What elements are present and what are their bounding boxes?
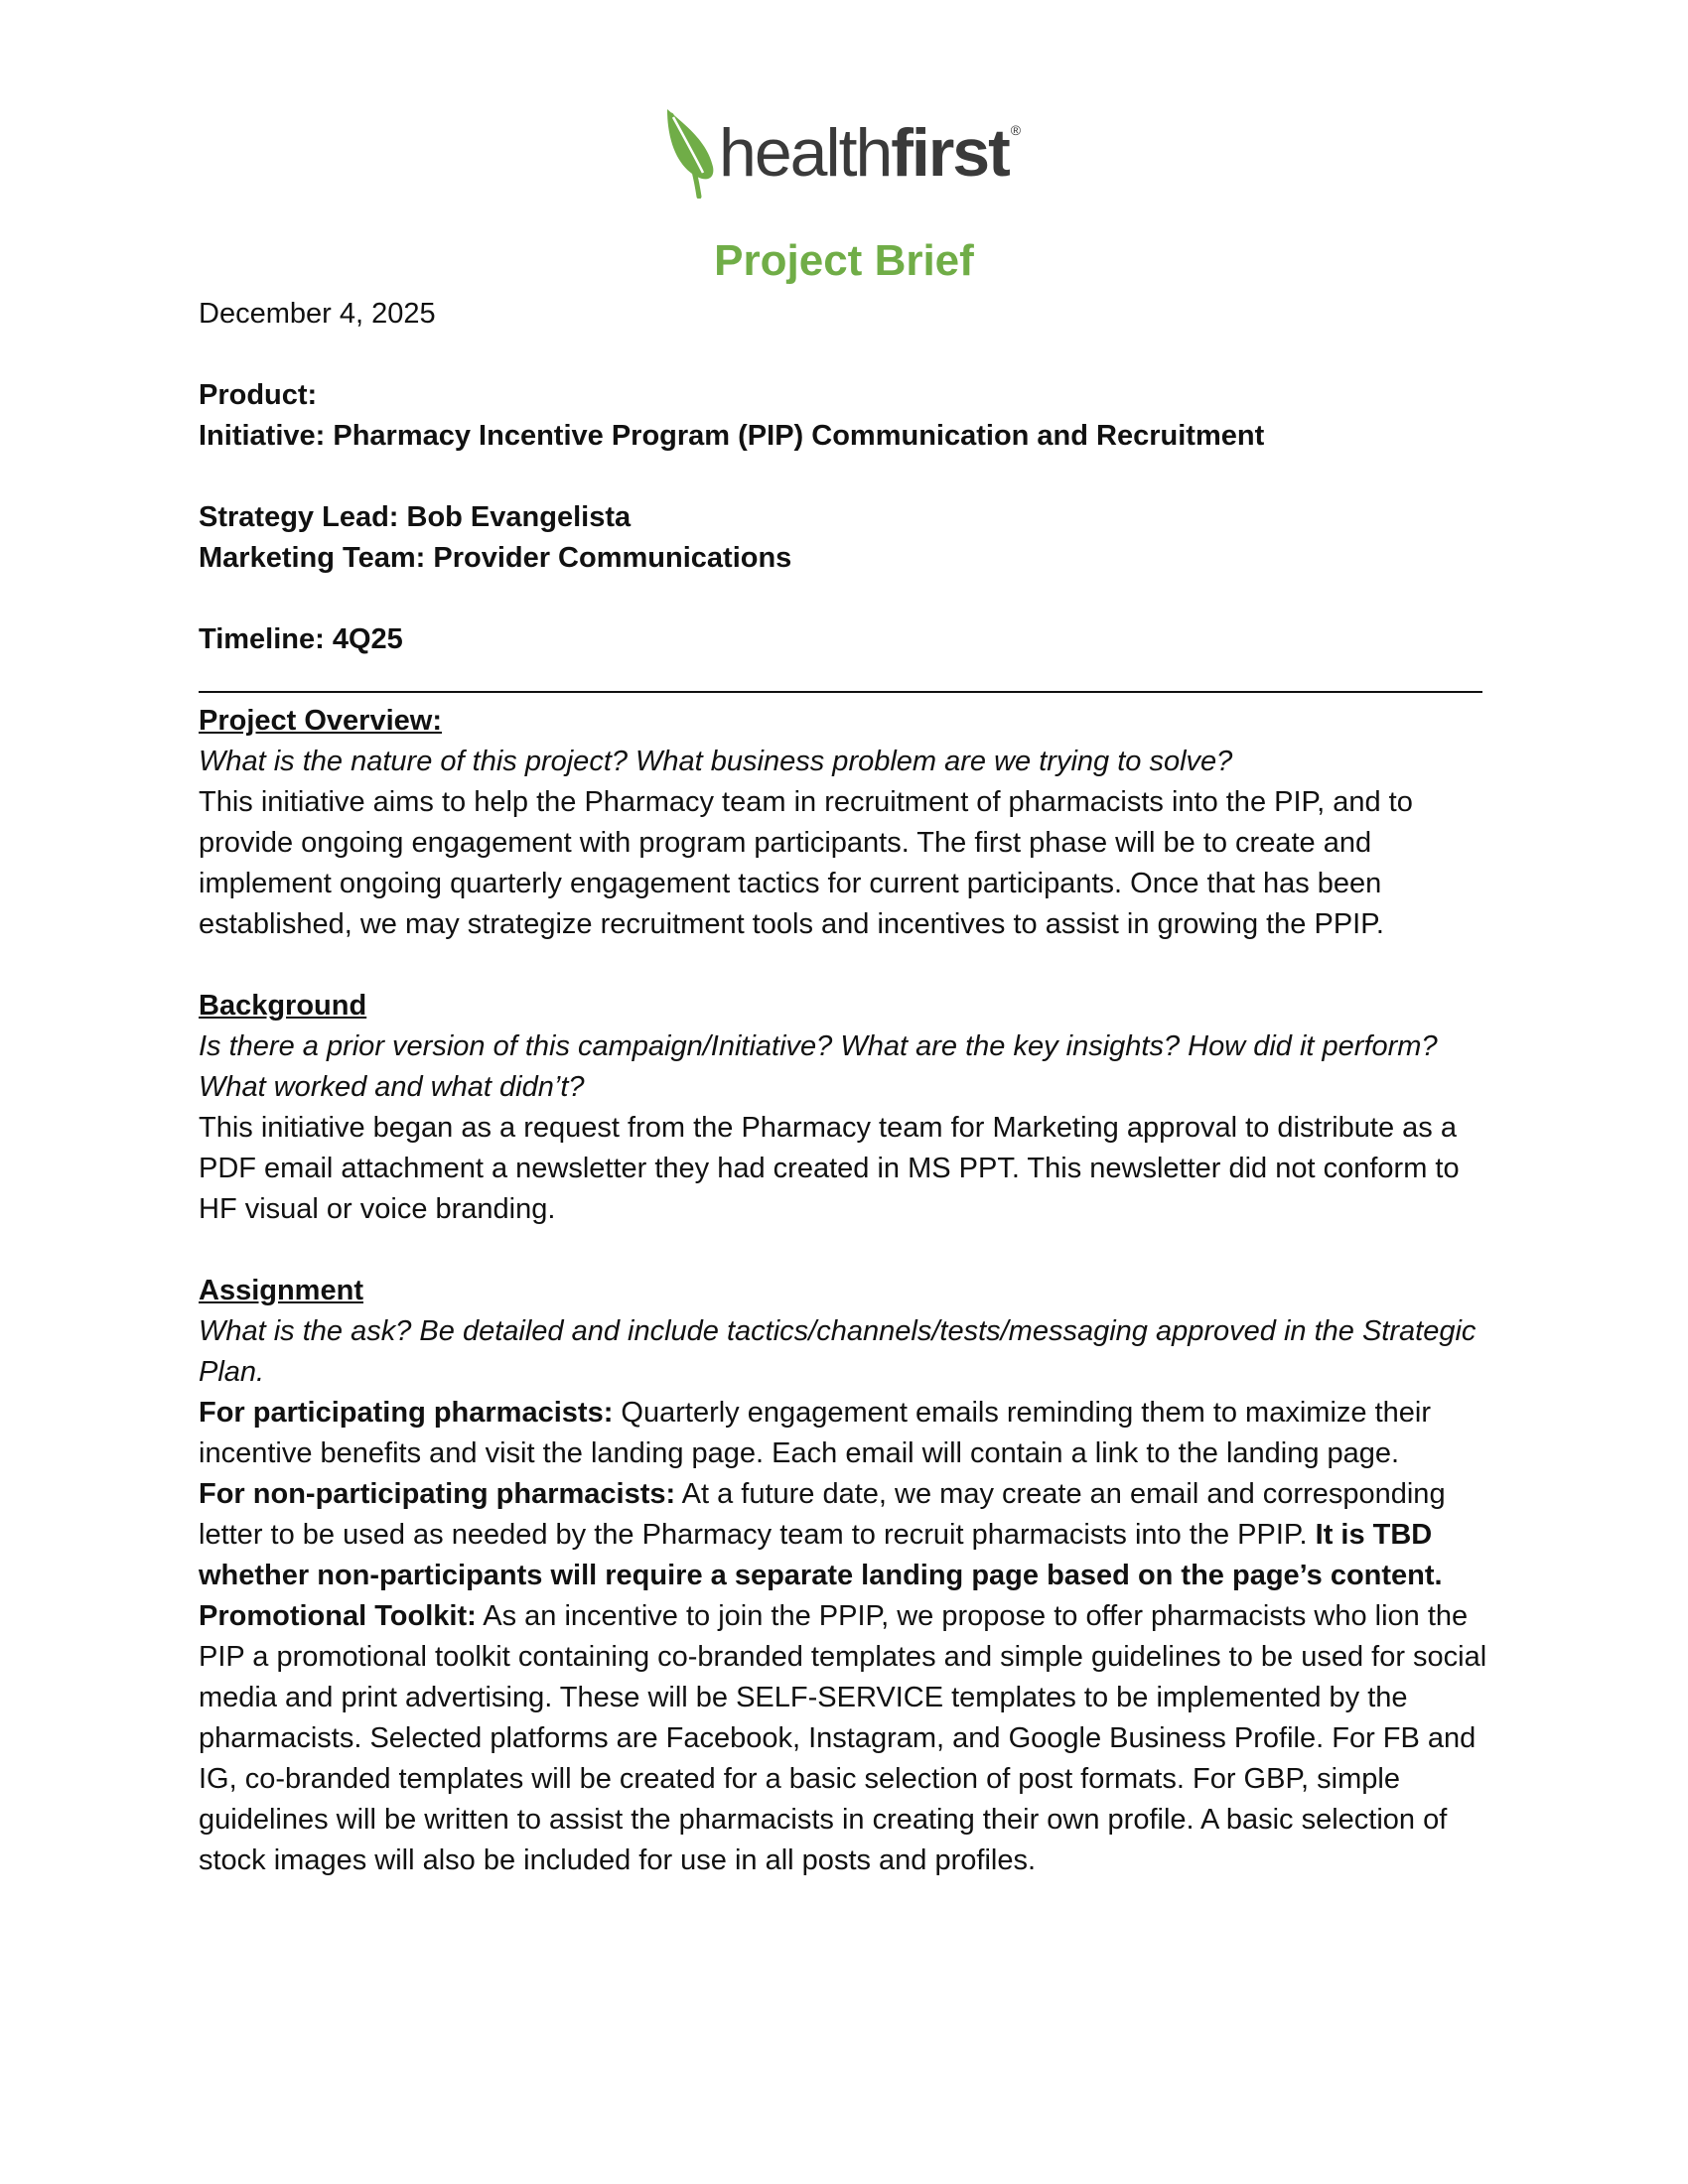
brief-date: December 4, 2025	[199, 298, 436, 330]
healthfirst-logo	[663, 99, 1019, 199]
logo-text-first: first	[891, 115, 1009, 191]
page-title	[0, 236, 1688, 286]
non-participating-bold: It is TBD whether non-participants will require a separate landing page based on the page’s content.	[199, 1519, 1443, 1591]
brief-content	[199, 294, 1499, 1881]
participating-label: For participating pharmacists:	[199, 1397, 614, 1429]
toolkit-body: As an incentive to join the PPIP, we propose to offer pharmacists who lion the PIP a promotional toolkit containing co-branded templates and simple guidelines to be used for social media and print advertising. These will be SELF-SERVICE templates to be implemented by the pharmacists. Selected platforms are Facebook, Instagram, and Google Business Profile. For FB and IG, co-branded templates will be created for a basic selection of post formats. For GBP, simple guidelines will be written to assist the pharmacists in creating their own profile. A basic selection of stock images will also be included for use in all posts and profiles.	[199, 1600, 1487, 1876]
leaf-icon	[663, 107, 721, 199]
marketing-team-line: Marketing Team: Provider Communications	[199, 542, 792, 574]
overview-heading: Project Overview:	[199, 705, 442, 737]
assignment-question: What is the ask? Be detailed and include tactics/channels/tests/messaging approved in the Strategic Plan.	[199, 1315, 1477, 1388]
background-question: Is there a prior version of this campaign/Initiative? What are the key insights? How did it perform? What worked and what didn’t?	[199, 1030, 1438, 1103]
toolkit-label: Promotional Toolkit:	[199, 1600, 477, 1632]
non-participating-paragraph	[199, 1474, 1499, 1596]
logo-wordmark	[719, 115, 1020, 199]
product-line: Product:	[199, 379, 318, 411]
logo-text-health: health	[719, 115, 892, 191]
participating-paragraph	[199, 1393, 1499, 1474]
overview-question: What is the nature of this project? What business problem are we trying to solve?	[199, 746, 1233, 777]
section-divider	[199, 691, 1482, 693]
page-title-text: Project Brief	[714, 236, 974, 285]
background-body: This initiative began as a request from the Pharmacy team for Marketing approval to distribute as a PDF email attachment a newsletter they had created in MS PPT. This newsletter did not conform to HF visual or voice branding.	[199, 1112, 1460, 1225]
strategy-lead-line: Strategy Lead: Bob Evangelista	[199, 501, 632, 533]
non-participating-label: For non-participating pharmacists:	[199, 1478, 676, 1510]
background-heading: Background	[199, 990, 367, 1022]
timeline-line: Timeline: 4Q25	[199, 623, 403, 655]
assignment-heading: Assignment	[199, 1275, 363, 1306]
logo-registered: ®	[1010, 122, 1020, 138]
participating-body: Quarterly engagement emails reminding them to maximize their incentive benefits and visit the landing page. Each email will contain a link to the landing page.	[199, 1397, 1431, 1469]
initiative-line: Initiative: Pharmacy Incentive Program (PIP) Communication and Recruitment	[199, 420, 1265, 452]
non-participating-body: At a future date, we may create an email and corresponding letter to be used as needed by the Pharmacy team to recruit pharmacists into the PPIP.	[199, 1478, 1446, 1551]
overview-body: This initiative aims to help the Pharmacy team in recruitment of pharmacists into the PIP, and to provide ongoing engagement with program participants. The first phase will be to create and implement ongoing quarterly engagement tactics for current participants. Once that has been established, we may strategize recruitment tools and incentives to assist in growing the PPIP.	[199, 786, 1413, 940]
toolkit-paragraph	[199, 1596, 1499, 1881]
